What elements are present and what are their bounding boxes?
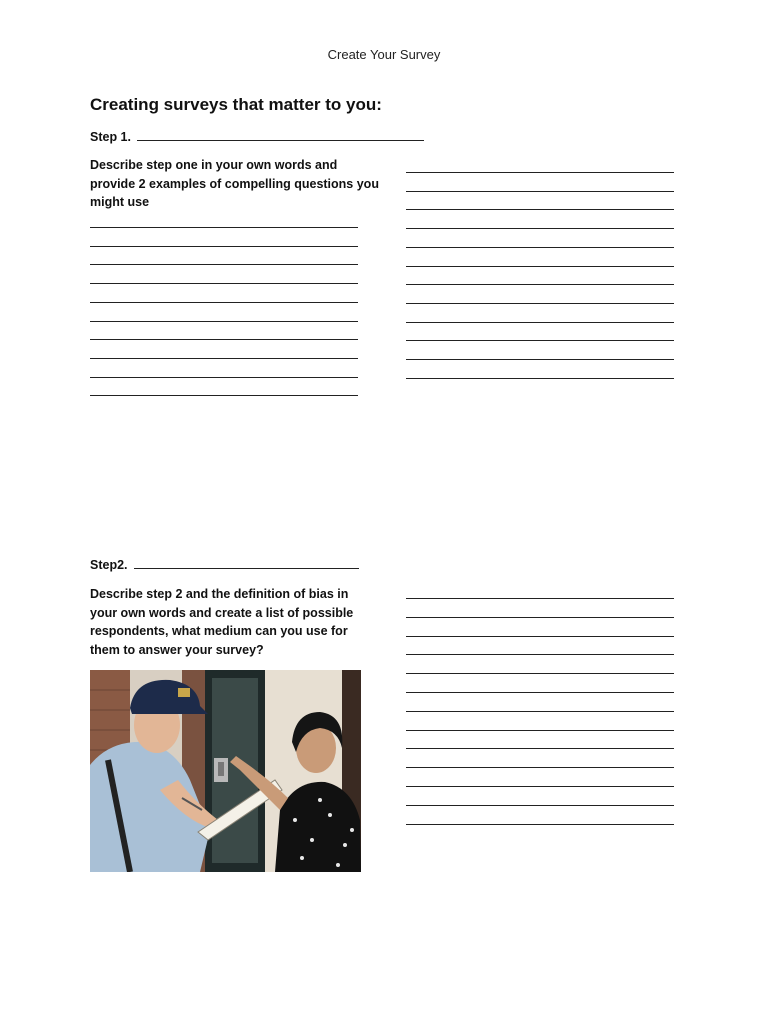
- answer-line[interactable]: [406, 617, 674, 618]
- answer-line[interactable]: [90, 377, 358, 378]
- answer-line[interactable]: [406, 598, 674, 599]
- step2-prompt-line: them to answer your survey?: [90, 642, 264, 657]
- answer-line[interactable]: [406, 303, 674, 304]
- answer-line[interactable]: [406, 730, 674, 731]
- answer-line[interactable]: [406, 711, 674, 712]
- answer-line[interactable]: [406, 172, 674, 173]
- answer-line[interactable]: [406, 824, 674, 825]
- page-heading: Creating surveys that matter to you:: [90, 95, 382, 114]
- step1-prompt-line: might use: [90, 195, 150, 209]
- answer-line[interactable]: [90, 264, 358, 265]
- answer-line[interactable]: [406, 284, 674, 285]
- step1-label: Step 1.: [90, 130, 131, 144]
- step2-prompt-line: Describe step 2 and the definition of bias in: [90, 587, 349, 601]
- answer-line[interactable]: [406, 767, 674, 768]
- step1-left-answer-lines: [90, 227, 358, 407]
- step2-prompt-line: your own words and create a list of possible: [90, 605, 354, 620]
- answer-line[interactable]: [406, 805, 674, 806]
- answer-line[interactable]: [406, 247, 674, 248]
- answer-line[interactable]: [406, 654, 674, 655]
- answer-line[interactable]: [90, 246, 358, 247]
- answer-line[interactable]: [406, 692, 674, 693]
- answer-line[interactable]: [406, 673, 674, 674]
- step1-prompt-line: provide 2 examples of compelling questions you: [90, 176, 379, 191]
- answer-line[interactable]: [90, 321, 358, 322]
- answer-line[interactable]: [90, 283, 358, 284]
- answer-line[interactable]: [406, 191, 674, 192]
- photo-illustration: [90, 670, 361, 872]
- step2-prompt: [90, 585, 380, 659]
- answer-line[interactable]: [406, 748, 674, 749]
- step2-title-blank[interactable]: [134, 557, 359, 569]
- answer-line[interactable]: [90, 339, 358, 340]
- answer-line[interactable]: [406, 359, 674, 360]
- answer-line[interactable]: [90, 358, 358, 359]
- answer-line[interactable]: [406, 636, 674, 637]
- step1-title-blank[interactable]: [137, 129, 424, 141]
- step1-right-answer-lines: [406, 172, 674, 387]
- answer-line[interactable]: [406, 266, 674, 267]
- step1-prompt-line: Describe step one in your own words and: [90, 158, 338, 172]
- answer-line[interactable]: [406, 786, 674, 787]
- page-header-title: Create Your Survey: [327, 47, 441, 62]
- step1-title: [90, 129, 424, 144]
- answer-line[interactable]: [406, 340, 674, 341]
- answer-line[interactable]: [90, 302, 358, 303]
- answer-line[interactable]: [406, 378, 674, 379]
- answer-line[interactable]: [90, 395, 358, 396]
- answer-line[interactable]: [406, 322, 674, 323]
- answer-line[interactable]: [406, 209, 674, 210]
- answer-line[interactable]: [406, 228, 674, 229]
- survey-photo: [90, 670, 361, 872]
- step2-title: [90, 557, 359, 572]
- step2-prompt-line: respondents, what medium can you use for: [90, 624, 348, 638]
- step1-prompt: [90, 156, 380, 212]
- step2-label: Step2.: [90, 558, 128, 572]
- step2-right-answer-lines: [406, 598, 674, 833]
- answer-line[interactable]: [90, 227, 358, 228]
